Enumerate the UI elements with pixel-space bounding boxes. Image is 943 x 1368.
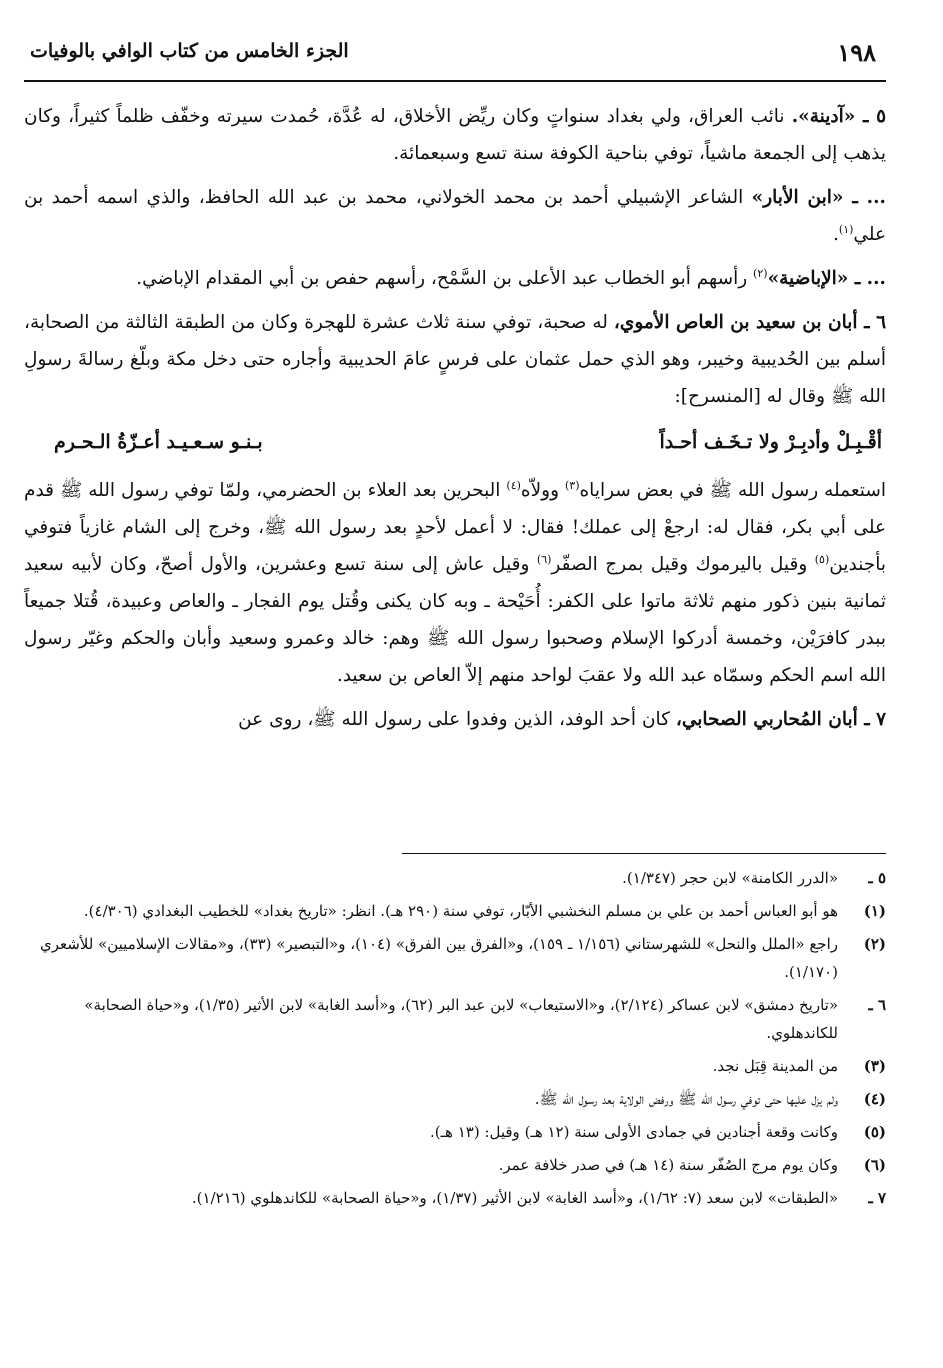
footnote-ref[interactable]: (٦)	[536, 552, 552, 566]
footnote-mark: (٤)	[863, 1090, 886, 1108]
footnote-ref[interactable]: (٥)	[814, 552, 830, 566]
entry-6	[24, 304, 886, 415]
footnote	[24, 1052, 886, 1080]
footnote	[24, 897, 886, 925]
footnote-text: هو أبو العباس أحمد بن علي بن مسلم النخشبي الأبّار، توفي سنة (٢٩٠ هـ). انظر: «تاريخ بغداد» للخطيب البغدادي (٤/٣٠٦).	[83, 902, 838, 920]
page-number: ١٩٨	[837, 38, 876, 67]
footnote-text: ولم يزل عليها حتى توفي رسول الله ﷺ ورفض الولاية بعد رسول الله ﷺ.	[534, 1090, 838, 1108]
footnote-rule	[402, 853, 886, 854]
footnote	[24, 1184, 886, 1212]
entry-text: وقيل باليرموك وقيل بمرج الصفّر	[551, 554, 815, 575]
footnote	[24, 991, 886, 1047]
entry-text: الشاعر الإشبيلي أحمد بن محمد الخولاني، محمد بن عبد الله الحافظ، والذي اسمه أحمد بن علي	[24, 187, 886, 245]
footnote-text: «تاريخ دمشق» لابن عساكر (٢/١٢٤)، و«الاستيعاب» لابن عبد البر (٦٢)، و«أسد الغابة» لابن الأثير (١/٣٥)، و«حياة الصحابة» للكاندهلوي.	[84, 996, 838, 1042]
footnote	[24, 1151, 886, 1179]
entry-7	[24, 701, 886, 738]
entry-text: رأسهم أبو الخطاب عبد الأعلى بن السَّمْح، رأسهم حفص بن أبي المقدام الإباضي.	[136, 268, 754, 289]
footnote-mark: (٥)	[863, 1123, 886, 1141]
entry-heading: ٦ ـ أبان بن سعيد بن العاص الأموي،	[613, 312, 887, 333]
entry-text: له صحبة، توفي سنة ثلاث عشرة للهجرة وكان من الطبقة الثالثة من الصحابة، أسلم بين الحُديبية وخيبر، وهو الذي حمل عثمان على فرسٍ عامَ الحديبية وأجاره حتى دخل مكة وبلّغ رسالةَ رسولِ الله ﷺ وقال له [المنسرح]:	[24, 312, 886, 407]
footnote	[24, 1085, 886, 1113]
entry-text: وقيل عاش إلى سنة تسع وعشرين، والأول أصحّ، وكان لأبيه سعيد ثمانية بنين ذكور منهم ثلاثة ماتوا على الكفر: أُحَيْحة ـ وبه كان يكنى وقُتل يوم الفجار ـ والعاص وعبيدة، قُتلا جميعاً ببدر كافرَيْن، وخمسة أدركوا الإسلام وصحبوا رسول الله ﷺ وهم: خالد وعمرو وسعيد وأبان والحكم وغيّر رسول الله اسم الحكم وسمّاه عبد الله ولا عقبَ لواحد منهم إلاّ العاص بن سعيد.	[24, 554, 886, 686]
entry-6-continuation	[24, 472, 886, 694]
page-body	[24, 98, 886, 745]
entry-heading: ٧ ـ أبان المُحاربي الصحابي،	[675, 709, 886, 730]
footnote-text: من المدينة قِبَل نجد.	[712, 1057, 838, 1075]
entry-heading: ... ـ «الإباضية»	[767, 268, 886, 289]
entry-text: نائب العراق، ولي بغداد سنواتٍ وكان ريِّض الأخلاق، له عُدَّة، حُمدت سيرته وخفّف ظلماً كثيراً، وكان يذهب إلى الجمعة ماشياً، توفي بناحية الكوفة سنة تسع وسبعمائة.	[24, 106, 886, 164]
footnote-text: «الدرر الكامنة» لابن حجر (١/٣٤٧).	[622, 869, 838, 887]
footnote-mark: ٥ ـ	[868, 869, 886, 887]
footnote-mark: (٢)	[863, 935, 886, 953]
header-rule	[24, 80, 886, 82]
entry-text: كان أحد الوفد، الذين وفدوا على رسول الله ﷺ، روى عن	[238, 709, 676, 730]
footnote-mark: (٦)	[863, 1156, 886, 1174]
entry-ibn-al-abbar	[24, 179, 886, 253]
footnote-mark: ٦ ـ	[868, 996, 886, 1014]
footnote-ref[interactable]: (١)	[838, 222, 854, 236]
footnote-text: وكان يوم مرج الصُفّر سنة (١٤ هـ) في صدر خلافة عمر.	[498, 1156, 838, 1174]
verse-hemistich-second: بـنـو سـعـيـد أعـزّةُ الـحـرم	[54, 431, 263, 453]
entry-text: وولاّه	[520, 480, 565, 501]
entry-ibadiyya	[24, 260, 886, 297]
entry-text: استعمله رسول الله ﷺ في بعض سراياه	[579, 480, 886, 501]
entry-heading: ٥ ـ «آدينة».	[791, 106, 886, 127]
footnote-text: راجع «الملل والنحل» للشهرستاني (١/١٥٦ ـ ١٥٩)، و«الفرق بين الفرق» (١٠٤)، و«التبصير» (٣٣)، و«مقالات الإسلاميين» للأشعري (١/١٧٠).	[39, 935, 838, 981]
page-header	[24, 38, 886, 74]
footnote-ref[interactable]: (٢)	[753, 266, 768, 280]
entry-5	[24, 98, 886, 172]
running-title: الجزء الخامس من كتاب الوافي بالوفيات	[30, 40, 349, 62]
footnote-text: وكانت وقعة أجنادين في جمادى الأولى سنة (١٢ هـ) وقيل: (١٣ هـ).	[430, 1123, 838, 1141]
footnote-text: «الطبقات» لابن سعد (٧: ١/٦٢)، و«أسد الغابة» لابن الأثير (١/٣٧)، و«حياة الصحابة» للكاندهلوي (١/٢١٦).	[191, 1189, 838, 1207]
entry-text: البحرين بعد العلاء بن الحضرمي، ولمّا توفي رسول الله ﷺ قدم على أبي بكر، فقال له: ارجعْ إلى عملك! فقال: لا أعمل لأحدٍ بعد رسول الله ﷺ، وخرج إلى الشام غازياً فتوفي بأجندين	[24, 480, 887, 575]
footnote-mark: (١)	[863, 902, 886, 920]
poem-verse	[54, 422, 882, 462]
footnote-mark: ٧ ـ	[868, 1189, 886, 1207]
book-page	[24, 0, 886, 1368]
entry-text-tail: .	[833, 224, 839, 245]
entry-heading: ... ـ «ابن الأبار»	[751, 187, 886, 208]
footnote-mark: (٣)	[863, 1057, 886, 1075]
footnote-ref[interactable]: (٤)	[506, 478, 521, 492]
footnote	[24, 864, 886, 892]
footnotes	[24, 864, 886, 1217]
footnote	[24, 930, 886, 986]
verse-hemistich-first: أقْـبِـلْ وأدبِـرْ ولا تـخَـف أحـداً	[659, 431, 882, 453]
footnote	[24, 1118, 886, 1146]
footnote-ref[interactable]: (٣)	[564, 478, 580, 492]
